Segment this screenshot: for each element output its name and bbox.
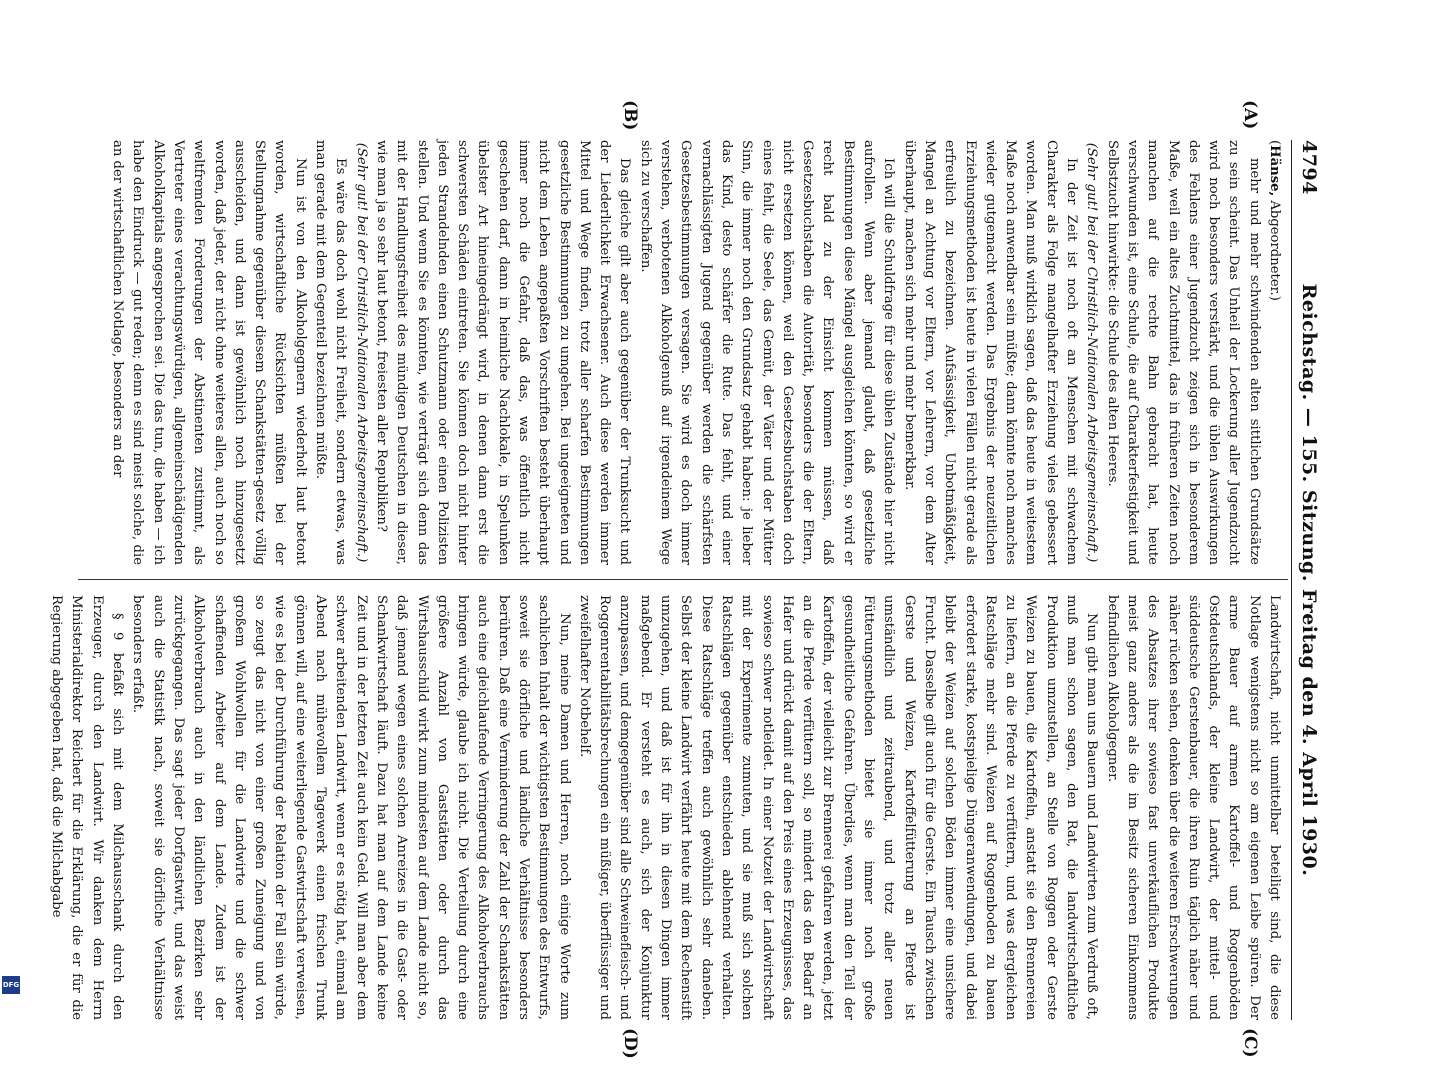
paragraph: Nun gibt man uns Bauern und Landwirten zum Verdruß oft, muß man schon sagen, den Rat, die landwirtschaftliche Produktion umzustellen, an Stelle von Roggen oder Gerste Weizen zu bauen, die Kartoffeln, anstatt sie den Brennereien zu liefern, an die Pferde zu verfüttern, und was dergleichen Ratschläge mehr sind. Weizen auf Roggenboden zu bauen erfordert starke, kostspielige Düngeranwendungen, und dabei bleibt der Weizen auf solchen Böden immer eine unsichere Frucht. Dasselbe gilt auch für die Gerste. Ein Tausch zwischen Gerste und Weizen, Kartoffelfütterung an Pferde ist umständlich und zeitraubend, und trotz aller neuen Fütterungsmethoden bietet sie immer noch große gesundheitliche Gefahren. Überdies, wenn man den Teil der Kartoffeln, der vielleicht zur Brennerei gefahren werden, jetzt an die Pferde verfüttern soll, so mindert das den Bedarf an Hafer und drückt damit auf den Preis eines Erzeugnisses, das sowieso schwer notleidet. In einer Notzeit der Landwirtschaft mit der Experimente zumuten, und sie muß sich solchen Ratschlägen gegenüber entschieden ablehnend verhalten. Diese Ratschläge treffen auch gewöhnlich sehr daneben. Selbst der kleine Landwirt verfährt heute mit dem Rechenstift umzugehen, und daß ist für ihn in diesen Dingen immer maßgebend. Er versteht es auch, sich der Konjunktur anzupassen, und demgegenüber sind alle Schweinefleisch- und Roggenrentabilitätsbrechungen ein müßiger, überflüssiger und zweifelhafter Notbehelf.: [576, 595, 1100, 1020]
page-number: 4794: [1298, 140, 1320, 195]
left-column: [84, 140, 1284, 565]
paragraph: Es wäre das doch wohl nicht Freiheit, sondern etwas, was man gerade mit dem Gegenteil bezeichnen müßte.: [313, 140, 349, 565]
margin-marker-a: (A): [1240, 100, 1260, 130]
digitization-credit: [0, 0, 22, 1000]
margin-marker-c: (C): [1240, 1028, 1260, 1058]
interjection: (Sehr gut! bei der Christlich-Nationalen Arbeitsgemeinschaft.): [353, 142, 369, 563]
right-column: [49, 595, 1284, 1020]
paragraph: Das gleiche gilt aber auch gegenüber der Trunksucht und der Liederlichkeit Erwachsener. Auch diese werden immer Mittel und Wege finden, trotz aller scharfen Bestimmungen gesetzliche Bestimmungen zu umgehen. Bei ungeeigneten und nicht dem Leben angepaßten Vorschriften besteht überhaupt immer noch die Gefahr, daß das, was öffentlich nicht geschehen darf, dann in heimliche Nachlokale, in Spelunken übelster Art hineingedrängt wird, in denen dann erst die schwersten Schäden eintreten. Sie können doch nicht hinter jeden Strandelnden einen Schutzmann oder einen Polizisten stellen. Und wenn Sie es könnten, wie verträgt sich denn das mit der Handlungsfreiheit des mündigen Deutschen in dieser, wie man ja so sehr laut betont, freiesten aller Republiken?: [373, 140, 633, 565]
paragraph: Landwirtschaft, nicht unmittelbar beteiligt sind, die diese Notlage wenigstens nicht so am eigenen Leibe spüren. Der arme Bauer auf armen Kartoffel- und Roggenböden Ostdeutschlands, der kleine Landwirt, der mittel- und süddeutsche Gerstenbauer, die ihren Ruin täglich näher und näher rücken sehen, denken über die weiteren Erschwerungen des Absatzes ihrer sowieso fast unverkäuflichen Produkte meist ganz anders als die im Besitz sicheren Einkommens befindlichen Alkoholgegner.: [1104, 595, 1282, 1020]
column-divider: [78, 579, 1288, 580]
paragraph: mehr und mehr schwindenden alten sittlichen Grundsätze zu sein scheint. Das Unheil der Lockerung aller Jugendzucht wird noch besonders verstärkt, und die üblen Auswirkungen des Fehlens einer Jugendzucht zeigen sich in besonderem Maße, weil ein altes Zuchtmittel, das in früheren Zeiten noch manchen auf die rechte Bahn gebracht hat, heute verschwunden ist, eine Schule, die auf Charakterfestigkeit und Selbstzucht hinwirkte: die Schule des alten Heeres.: [1104, 140, 1262, 565]
speaker-role: Abgeordneter.): [1267, 196, 1282, 301]
paragraph: In der Zeit ist noch oft an Menschen mit schwachem Charakter als Folge mangelhafter Erziehung vieles gebessert worden. Man muß wirklich sagen, daß das heute in weitestem Maße noch anwendbar sein müßte; dann könnte noch manches wieder gutgemacht werden. Das Ergebnis der neuzeitlichen Erziehungsmethoden ist heute in vielen Fällen nicht gerade als erfreulich zu bezeichnen. Aufsässigkeit, Unbotmäßigkeit, Mangel an Achtung vor Eltern, vor Lehrern, vor dem Alter überhaupt, machen sich mehr und mehr bemerkbar.: [901, 140, 1080, 565]
paragraph: Ich will die Schuldfrage für diese üblen Zustände hier nicht aufrollen. Wenn aber jemand glaubt, daß gesetzliche Bestimmungen diese Mängel ausgleichen könnten, so wird er recht bald zu der Einsicht kommen müssen, daß Gesetzesbuchstaben die Autorität, besonders die der Eltern, nicht ersetzen können, weil den Gesetzesbuchstaben doch eines fehlt, die Seele, das Gemüt, der Väter und der Mütter Sinn, die immer noch den Grundsatz gehabt haben: je lieber das Kind, desto schärfer die Rute. Das fehlt, und einer vernachlässigten Jugend gegenüber werden die schärfsten Gesetzesbestimmungen versagen. Sie wird es doch immer verstehen, verbotenen Alkoholgenuß auf irgendeinem Wege sich zu verschaffen.: [637, 140, 897, 565]
paragraph: Nun ist von den Alkoholgegnern wiederholt laut betont worden, wirtschaftliche Rücksichten müßten bei der Stellungnahme gegenüber diesem Schankstätten-gesetz völlig ausscheiden, und dann ist gewöhnlich noch hinzugesetzt worden, daß jeder, der nicht ohne weiteres allen, auch noch so weltfremden Forderungen der Abstinenten zustimmt, als Vertreter eines verachtungswürdigen, allgemeinschädigenden Alkoholkapitals angesprochen sei. Die das tun, die haben — ich habe den Eindruck — gut reden; denn es sind meist solche, die an der wirtschaftlichen Notlage, besonders an der: [110, 140, 308, 565]
credit-text: [0, 52, 3, 972]
paragraph: § 9 befaßt sich mit dem Milchausschank durch den Erzeuger, durch den Landwirt. Wir danken dem Herrn Ministerialdirektor Reichert für die Erklärung, die er für die Regierung abgegeben hat, daß die Milchabgabe: [49, 595, 126, 1020]
speaker-name: Hänse,: [1267, 145, 1282, 197]
running-title: Reichstag. — 155. Sitzung. Freitag den 4. April 1930.: [1298, 283, 1320, 877]
interjection: (Sehr gut! bei der Christlich-Nationalen Arbeitsgemeinschaft.): [1084, 142, 1100, 563]
speaker-line: (Hänse, Abgeordneter.): [1267, 140, 1282, 301]
margin-marker-b: (B): [620, 100, 640, 131]
document-page: [50, 80, 1330, 1080]
paragraph: Nun, meine Damen und Herren, noch einige Worte zum sachlichen Inhalt der wichtigsten Bestimmungen des Entwurfs, soweit sie dörfliche und ländliche Verhältnisse besonders berühren. Daß eine Verminderung der Zahl der Schankstätten auch eine gleichlaufende Verringerung des Alkoholverbrauchs bringen würde, glaube ich nicht. Die Verteilung durch eine größere Anzahl von Gaststätten oder durch das Wirtshausschild wirkt zum mindesten auf dem Lande nicht so, daß jemand wegen eines solchen Anreizes in die Gast- oder Schankwirtschaft läuft. Dazu hat man auf dem Lande keine Zeit und in der letzten Zeit auch kein Geld. Will man aber dem schwer arbeitenden Landwirt, wenn er es nötig hat, einmal am Abend nach mühevollem Tagewerk einen frischen Trunk gönnen will, auf eine weiterliegende Gastwirtschaft verweisen, wie es bei der Durchführung der Relation der Fall sein würde, so zeugt das nicht von einer großen Zuneigung und von großem Wohlwollen für die Landwirte und die schwer schaffenden Arbeiter auf dem Lande. Zudem ist der Alkoholverbrauch auch in den ländlichen Bezirken sehr zurückgegangen. Das sagt jeder Dorfgastwirt, und das weist auch die Statistik nach, soweit sie dörfliche Verhältnisse besonders erfaßt.: [130, 595, 572, 1020]
dfg-logo: DFG: [2, 976, 20, 994]
page-header: [1291, 140, 1322, 1020]
margin-marker-d: (D): [620, 1028, 640, 1059]
